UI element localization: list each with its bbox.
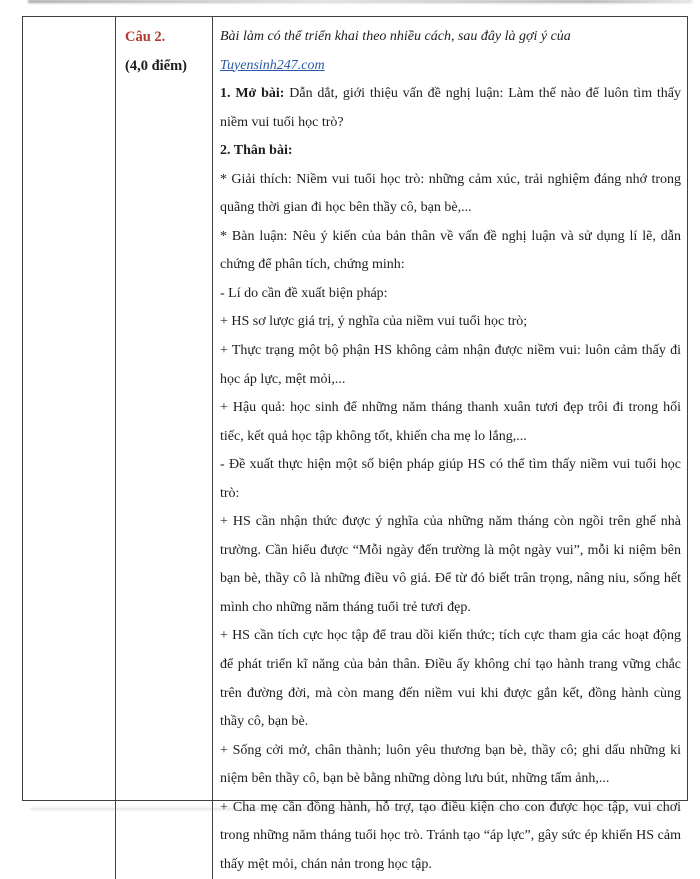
- paragraph-text: Dẫn dắt, giới thiệu vấn đề nghị luận: Làm thế nào để luôn tìm thấy niềm vui tuổi học trò?: [220, 86, 681, 130]
- paragraph-text: - Lí do cần đề xuất biện pháp:: [220, 285, 388, 301]
- answer-paragraph-than-bai: [220, 137, 681, 166]
- paragraph-text: + Hậu quả: học sinh để những năm tháng thanh xuân tươi đẹp trôi đi trong hối tiếc, kết quả học tập không tốt, khiến cha mẹ lo lắng,...: [220, 400, 681, 444]
- paragraph-text: * Bàn luận: Nêu ý kiến của bản thân về vấn đề nghị luận và sử dụng lí lẽ, dẫn chứng để phân tích, chứng minh:: [220, 228, 681, 273]
- question-cell: [116, 17, 213, 879]
- paragraph-text: + Sống cởi mở, chân thành; luôn yêu thương bạn bè, thầy cô; ghi dấu những ki niệm bên thầy cô, bạn bè bằng những dòng lưu bút, những tấm ảnh,...: [220, 742, 681, 787]
- answer-paragraph: [220, 166, 681, 223]
- answer-paragraph: [220, 280, 681, 309]
- table-cell-empty: [23, 17, 116, 879]
- answer-cell: [213, 17, 687, 879]
- tuyensinh247-link[interactable]: Tuyensinh247.com: [220, 57, 325, 73]
- paragraph-text: + HS sơ lược giá trị, ý nghĩa của niềm vui tuổi học trò;: [220, 314, 528, 330]
- paragraph-text: + Thực trạng một bộ phận HS không cảm nhận được niềm vui: luôn cảm thấy đi học áp lực, mệt mỏi,...: [220, 343, 681, 387]
- source-link-line: [220, 52, 681, 81]
- scan-artifact-top: [28, 0, 692, 3]
- paragraph-bold-label: 2. Thân bài:: [220, 143, 293, 159]
- answer-paragraph: [220, 451, 681, 508]
- answer-paragraph: [220, 223, 681, 280]
- answer-paragraph: [220, 508, 681, 622]
- answer-lead-in: Bài làm có thể triển khai theo nhiều cách, sau đây là gợi ý của: [220, 29, 571, 44]
- paragraph-text: + HS cần nhận thức được ý nghĩa của những năm tháng còn ngồi trên ghế nhà trường. Cần hiểu được “Mỗi ngày đến trường là một ngày vui”, mỗi ki niệm bên bạn bè, thầy cô là những điều vô giá. Để từ đó biết trân trọng, nâng niu, sống hết mình cho những năm tháng tuổi trẻ tươi đẹp.: [220, 514, 681, 615]
- scan-artifact-bottom: [30, 808, 680, 810]
- answer-paragraph: [220, 308, 681, 337]
- paragraph-text: - Đề xuất thực hiện một số biện pháp giúp HS có thể tìm thấy niềm vui tuổi học trò:: [220, 457, 681, 501]
- answer-paragraph: [220, 394, 681, 451]
- answer-paragraph: [220, 794, 681, 879]
- answer-key-table: [22, 16, 688, 872]
- answer-paragraph: [220, 622, 681, 736]
- answer-paragraph: [220, 337, 681, 394]
- paragraph-text: * Giải thích: Niềm vui tuổi học trò: những cảm xúc, trải nghiệm đáng nhớ trong quãng thời gian đi học bên thầy cô, bạn bè,...: [220, 171, 681, 216]
- answer-paragraph: [220, 737, 681, 794]
- paragraph-bold-label: 1. Mở bài:: [220, 86, 285, 102]
- paragraph-text: + HS cần tích cực học tập để trau dồi kiến thức; tích cực tham gia các hoạt động để phát triển kĩ năng của bản thân. Điều ấy không chỉ tạo hành trang vững chắc trên đường đời, mà còn mang đến niềm vui khi được gắn kết, đồng hành cùng thầy cô, bạn bè.: [220, 628, 681, 730]
- answer-paragraph-mo-bai: [220, 80, 681, 137]
- question-number: Câu 2.: [125, 29, 166, 45]
- question-points: (4,0 điểm): [125, 57, 188, 74]
- paragraph-text: + Cha mẹ cần đồng hành, hỗ trợ, tạo điều kiện cho con được học tập, vui chơi trong những năm tháng tuổi học trò. Tránh tạo “áp lực”, gây sức ép khiến HS cảm thấy mệt mỏi, chán nản trong học tập.: [220, 799, 681, 872]
